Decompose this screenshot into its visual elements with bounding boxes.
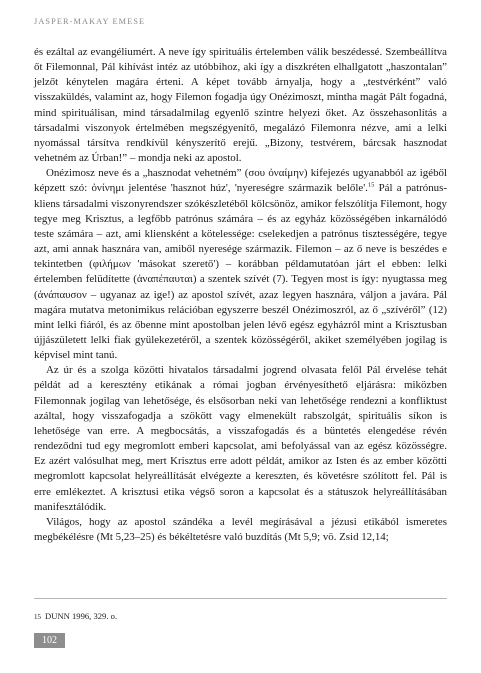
paragraph-4: Világos, hogy az apostol szándéka a levél megírásával a jézusi etikából ismeretes megbékélésre (Mt 5,23–25) és békéltetésre való buzdítás (Mt 5,9; vö. Zsid 12,14; bbox=[34, 515, 447, 543]
footnote-text: DUNN 1996, 329. o. bbox=[45, 611, 118, 621]
paragraph-1: és ezáltal az evangéliumért. A neve így spirituális értelemben válik beszédessé. Szembeállítva őt Filemonnal, Pál kihívást intéz az utóbbihoz, aki így a diszkréten elhallgatott „haszontalan” jelzőt kénytelen magára érteni. A képet tovább árnyalja, hogy a „testvérként” való visszaküldés, valamint az, hogy Filemon fogadja úgy Onézimoszt, mintha magát Pált fogadná, mind spirituálisan, mind társadalmilag egyenlő szintre helyezi őket. Az összehasonlítás a társadalmi viszonyok értelmében megszégyenítő, megalázó Filemonra nézve, ami a lelki nyomással társítva rendkívül kényszerítő erejű. „Bizony, testvérem, bárcsak hasznodat vehetném az Úrban!” – mondja neki az apostol. bbox=[34, 46, 447, 165]
footnote-ref-15[interactable]: 15 bbox=[367, 181, 375, 189]
body-text bbox=[34, 45, 447, 545]
paragraph-3: Az úr és a szolga közötti hivatalos társadalmi jogrend olvasata felől Pál érvelése tehát példát ad a keresztény etikának a római jogban érvényesíthető eljárásra: miközben Filemonnak jogilag van lehetősége, és elsősorban neki van lehetősége rendezni a konfliktust azáltal, hogy visszafogadja a szökött vagy elmenekült rabszolgát, spirituális síkon is lehetősége van erre. A megbocsátás, a visszafogadás és a büntetés elengedése révén rendeződni tud egy megromlott emberi kapcsolat, ami befolyással van az egész közösségre. Ez azért valósulhat meg, mert Krisztus erre adott példát, amikor az Isten és az ember közötti megromlott kapcsolat helyreállítását elvégezte a kereszten, és követésre szólított fel. Pál is erre emlékeztet. A krisztusi etika végső soron a kapcsolat és a státuszok helyreállításában manifesztálódik. bbox=[34, 364, 447, 513]
paragraph-2 bbox=[34, 166, 447, 363]
footnote-divider bbox=[34, 598, 447, 599]
paragraph-2-main: Onézimosz neve és a „hasznodat vehetném” (σου ὀναίμην) kifejezés ugyanabból az igéből képzett szó: ὀνίνημι jelentése 'hasznot húz', 'nyereségre származik belőle'. bbox=[34, 167, 447, 195]
paragraph-2-rest: Pál a patrónus-kliens társadalmi viszonyrendszer szókészletéből kölcsönöz, amikor felszólítja Filemont, hogy tegye meg Krisztus, a legfőbb patrónus számára – és az egyház közösségében inkarnálódó teste számára – azt, ami kliensként a kötelessége: cselekedjen a patrónus tisztességére, tegye azt, ami annak hasznára van, amiből nyeresége származik. Filemon – az ő neve is beszédes e tekintetben (φιλήμων 'másokat szerető') – korábban példamutatóan járt el ebben: lelki értelemben felüdítette (ἀναπέπαυται) a szentek szívét (7). Tegyen most is így: nyugtassa meg (ἀνάπαυσον – ugyanaz az ige!) az apostol szívét, azaz legyen hasznára, váljon a javára. Pál magára mutatva metonimikus relációban egyszerre beszél Onézimoszról, az ő „szívéről” (12) mint lelki fiáról, és az őbenne mint apostolban jelen lévő egész egyházról mint a Krisztusban újjászületett lelki fiak gyülekezetéről, a szentek közösségéről, akiket személyében jogilag is képvisel mint tanú. bbox=[34, 182, 447, 362]
page-number: 102 bbox=[34, 633, 65, 648]
running-head: JASPER-MAKAY EMESE bbox=[34, 17, 146, 26]
footnote bbox=[34, 611, 117, 621]
footnote-number: 15 bbox=[34, 613, 41, 621]
